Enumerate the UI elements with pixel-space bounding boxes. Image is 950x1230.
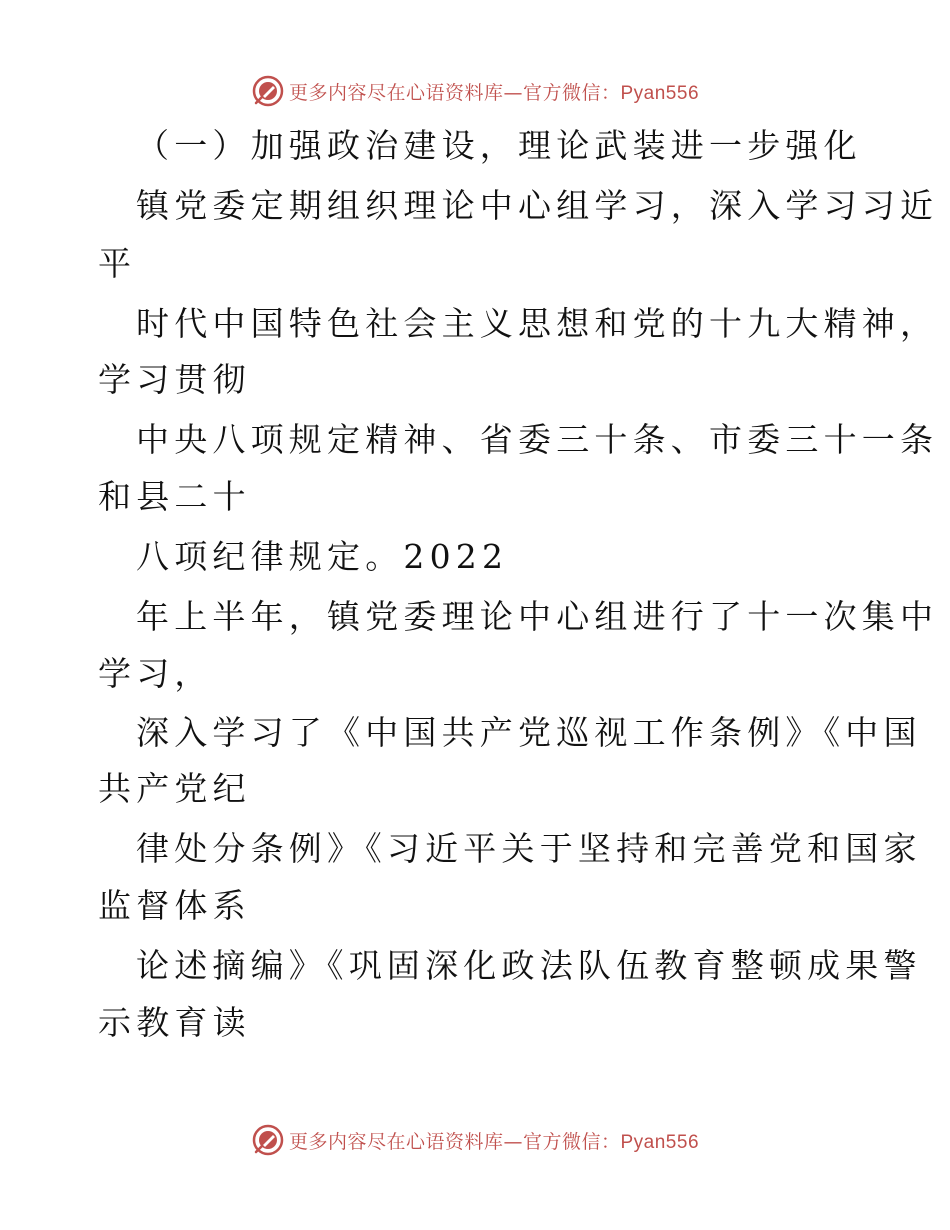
paragraph-line: 中央八项规定精神、省委三十条、市委三十一条 — [136, 420, 939, 459]
paragraph-line: 时代中国特色社会主义思想和党的十九大精神， — [136, 304, 939, 343]
paragraph-line: 八项纪律规定。2022 — [136, 537, 509, 576]
pen-nib-logo-icon — [251, 1123, 285, 1157]
paragraph-line: 镇党委定期组织理论中心组学习，深入学习习近 — [136, 186, 939, 225]
paragraph-line: 和县二十 — [98, 477, 251, 516]
paragraph-line: 律处分条例》《习近平关于坚持和完善党和国家 — [136, 829, 922, 868]
paragraph-line: 论述摘编》《巩固深化政法队伍教育整顿成果警 — [136, 946, 922, 985]
header-watermark — [0, 71, 950, 111]
paragraph-line: 年上半年，镇党委理论中心组进行了十一次集中 — [136, 597, 939, 636]
pen-nib-logo-icon — [251, 74, 285, 108]
section-heading: （一）加强政治建设，理论武装进一步强化 — [136, 126, 862, 165]
paragraph-line: 示教育读 — [98, 1003, 251, 1042]
paragraph-line: 深入学习了《中国共产党巡视工作条例》《中国 — [136, 713, 922, 752]
paragraph-line: 共产党纪 — [98, 769, 251, 808]
paragraph-line: 学习， — [98, 654, 213, 693]
footer-watermark — [0, 1120, 950, 1160]
paragraph-line: 监督体系 — [98, 886, 251, 925]
paragraph-line: 学习贯彻 — [98, 360, 251, 399]
watermark-text: 更多内容尽在心语资料库—官方微信：Pyan556 — [288, 1130, 700, 1153]
watermark-text: 更多内容尽在心语资料库—官方微信：Pyan556 — [288, 81, 700, 104]
paragraph-line: 平 — [98, 244, 137, 283]
